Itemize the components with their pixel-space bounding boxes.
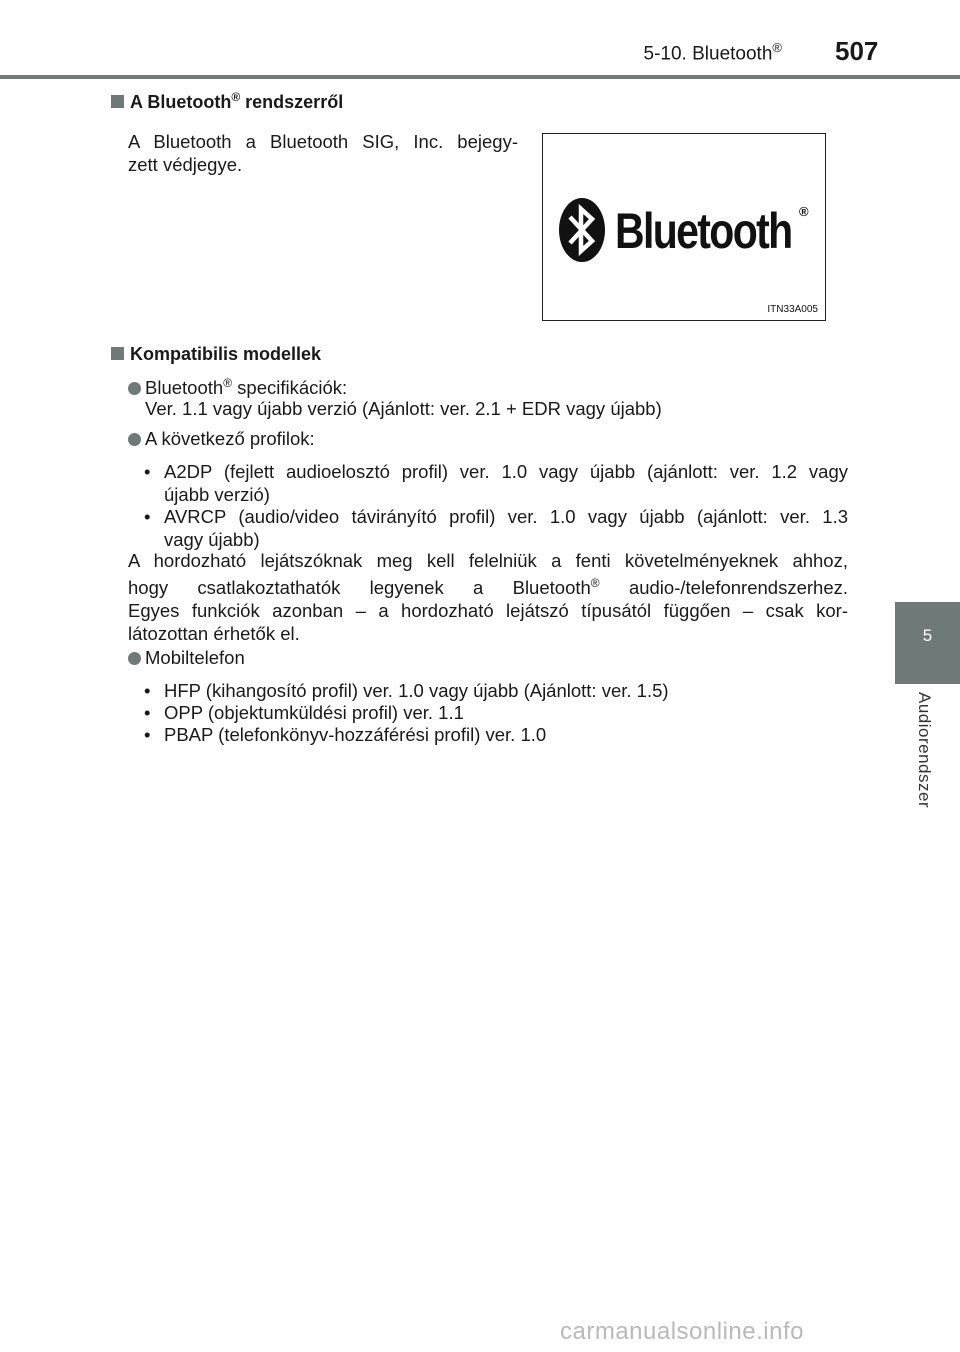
list-item-avrcp: • AVRCP (audio/video távirányító profil) ver. 1.0 vagy újabb (ajánlott: ver. 1.3 vagy újabb) (144, 506, 848, 550)
chapter-title: 5-10. Bluetooth® (643, 40, 782, 65)
header-divider (0, 75, 960, 79)
circle-bullet-icon (128, 652, 141, 665)
spec-version-text: Ver. 1.1 vagy újabb verzió (Ajánlott: ver. 2.1 + EDR vagy újabb) (145, 398, 662, 419)
watermark: carmanualsonline.info (560, 1318, 804, 1345)
square-bullet-icon (111, 95, 124, 108)
trademark-text-line2: zett védjegye. (128, 154, 243, 175)
circle-bullet-icon (128, 382, 141, 395)
bullet-spec: Bluetooth® specifikációk: (128, 372, 347, 399)
side-tab-label: Audiorendszer (915, 692, 934, 809)
bluetooth-logo-figure (542, 133, 826, 321)
bullet-mobile: Mobiltelefon (128, 646, 245, 669)
bullet-profiles: A következő profilok: (128, 427, 315, 450)
trademark-text-line1: A Bluetooth a Bluetooth SIG, Inc. bejegy- (128, 131, 518, 152)
list-item-pbap: • PBAP (telefonkönyv-hozzáférési profil) ver. 1.0 (144, 724, 547, 745)
square-bullet-icon (111, 347, 124, 360)
circle-bullet-icon (128, 433, 141, 446)
side-tab-number: 5 (922, 626, 933, 645)
compatibility-paragraph: A hordozható lejátszóknak meg kell felelniük a fenti követelményeknek ahhoz, hogy csatlakoztathatók legyenek a Bluetooth® audio-/telefonrendszerhez. Egyes funkciók azonban – a hordozható lejátszó típusától függően – csak kor- látozottan érhetők el. (128, 550, 848, 645)
chapter-side-tab (895, 602, 960, 684)
bluetooth-wordmark: Bluetooth (615, 203, 792, 259)
list-item-opp: • OPP (objektumküldési profil) ver. 1.1 (144, 702, 464, 723)
page-header (0, 0, 960, 80)
registered-mark: ® (799, 204, 809, 219)
section-heading-compatible: Kompatibilis modellek (111, 344, 321, 365)
list-item-a2dp: • A2DP (fejlett audioelosztó profil) ver. 1.0 vagy újabb (ajánlott: ver. 1.2 vagy újabb verzió) (144, 461, 848, 505)
list-item-hfp: • HFP (kihangosító profil) ver. 1.0 vagy újabb (Ajánlott: ver. 1.5) (144, 680, 669, 701)
bluetooth-rune-icon (559, 198, 605, 262)
figure-code: ITN33A005 (767, 304, 818, 315)
page-number: 507 (835, 36, 879, 66)
section-heading-bluetooth: A Bluetooth® rendszerről (111, 90, 343, 113)
